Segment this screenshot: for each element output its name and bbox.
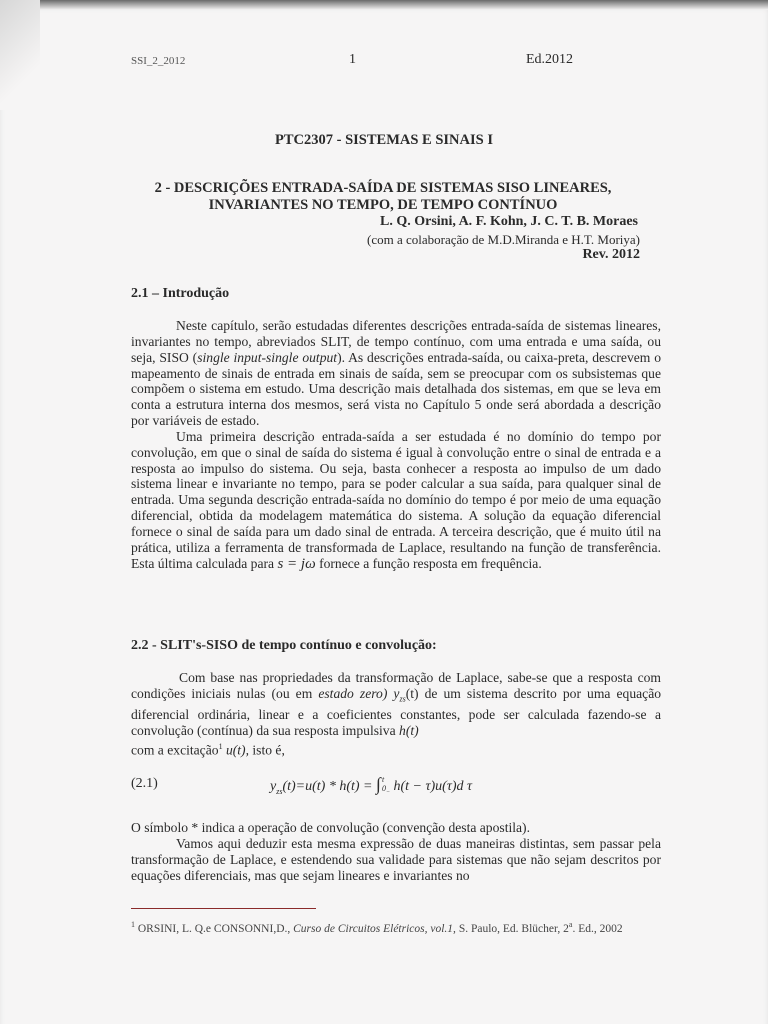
paragraph-2: Uma primeira descrição entrada-saída a ser estudada é no domínio do tempo por convolução, em que o sinal de saída do sistema é igual à convolução entre o sinal de entrada e a resposta ao impulso do sistema. Ou seja, basta conhecer a resposta ao impulso de um dado sistema linear e invariante no tempo, para se poder calcular a sua saída, para qualquer sinal de entrada. Uma segunda descrição entrada-saída no domínio do tempo é por meio de uma equação diferencial, obtida da modelagem matemática do sistema. A solução da equação diferencial fornece o sinal de saída para um dado sinal de entrada. A terceira descrição, que é muito útil na prática, utiliza a ferramenta de transformada de Laplace, resultando na função de transferência. Esta última calculada para s = jω fornece a função resposta em frequência.	[131, 428, 661, 572]
chapter-title-line1: 2 - DESCRIÇÕES ENTRADA-SAÍDA DE SISTEMAS SISO LINEARES,	[154, 180, 612, 196]
convolution-equation: $y_{zs}(t)=u(t) * h(t)$ = ∫ t $0_-$ h(t − τ)u(τ)d τ	[270, 774, 473, 797]
closing-text	[131, 820, 661, 883]
introduction-text	[131, 318, 661, 573]
paragraph-3: Com base nas propriedades da transformação de Laplace, sabe-se que a resposta com condições iniciais nulas (ou em estado zero) $y_{zs}(t)$ de um sistema descrito por uma equação diferencial ordinária, linear e a coeficientes constantes, pode ser calculada fazendo-se a convolução (contínua) da sua resposta impulsiva h(t) com a excitação$^1$ u(t), isto é,	[131, 670, 662, 758]
chapter-title-line2: INVARIANTES NO TEMPO, DE TEMPO CONTÍNUO	[208, 197, 558, 213]
scan-top-shadow	[0, 0, 768, 10]
paragraph-4: O símbolo * indica a operação de convolução (convenção desta apostila).	[131, 820, 530, 835]
chapter-title	[110, 180, 656, 214]
math-s-equals-jw: s = jω	[277, 555, 316, 572]
equation-number: (2.1)	[131, 776, 158, 791]
authors: L. Q. Orsini, A. F. Kohn, J. C. T. B. Moraes	[380, 214, 638, 229]
section-heading-slit-siso: 2.2 - SLIT's-SISO de tempo contínuo e convolução:	[131, 638, 437, 653]
scan-corner-fold	[0, 0, 40, 110]
paragraph-1: Neste capítulo, serão estudadas diferentes descrições entrada-saída de sistemas lineares, invariantes no tempo, abreviados SLIT, de tempo contínuo, com uma entrada e uma saída, ou seja, SISO (single input-single output). As descrições entrada-saída, ou caixa-preta, descrevem o mapeamento de sinais de entrada em sinais de saída, sem se preocupar com os subsistemas que compõem o sistema em estudo. Uma descrição mais detalhada dos sistemas, em que se leva em conta a estrutura interna dos mesmos, será vista no Capítulo 5 onde será abordada a descrição por variáveis de estado.	[131, 318, 661, 429]
header-page-number: 1	[349, 52, 356, 67]
revision: Rev. 2012	[582, 247, 640, 262]
section-heading-introducao: 2.1 – Introdução	[131, 286, 230, 301]
collaboration-note: (com a colaboração de M.D.Miranda e H.T. Moriya)	[366, 232, 640, 247]
header-doc-code: SSI_2_2012	[131, 55, 186, 67]
footnote: $^1$ ORSINI, L. Q.e CONSONNI,D., Curso de Circuitos Elétricos, vol.1, S. Paulo, Ed. Blücher, 2$^a$. Ed., 2002	[131, 920, 623, 935]
footnote-ref: 1	[218, 742, 223, 752]
header-edition: Ed.2012	[526, 52, 574, 67]
footnote-divider	[131, 908, 316, 909]
integral-sign: ∫	[376, 774, 381, 794]
paragraph-5: Vamos aqui deduzir esta mesma expressão de duas maneiras distintas, sem passar pela transformação de Laplace, e estendendo sua validade para sistemas que não sejam descritos por equações diferenciais, mas que sejam lineares e invariantes no	[131, 835, 661, 883]
course-title: PTC2307 - SISTEMAS E SINAIS I	[275, 132, 493, 148]
